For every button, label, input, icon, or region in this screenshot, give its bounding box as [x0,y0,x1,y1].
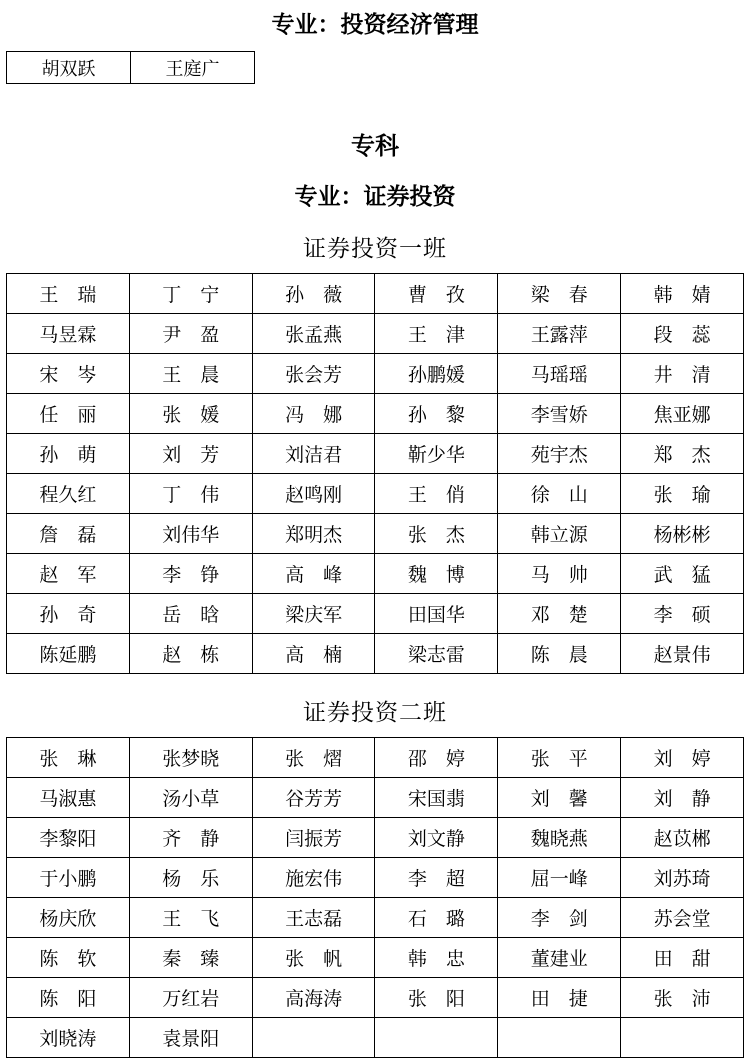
name-cell: 万红岩 [129,978,252,1018]
table-row [7,858,744,898]
table-row [7,634,744,674]
name-cell: 马瑶瑶 [498,354,621,394]
name-cell: 段 蕊 [621,314,744,354]
name-cell: 田 捷 [498,978,621,1018]
investment-economics-table [6,51,255,84]
name-cell: 孙 薇 [252,274,375,314]
table-row [7,474,744,514]
name-cell: 赵景伟 [621,634,744,674]
name-cell: 王庭广 [131,52,255,84]
name-cell: 马昱霖 [7,314,130,354]
name-cell: 刘晓涛 [7,1018,130,1058]
name-cell: 汤小草 [129,778,252,818]
name-cell: 孙鹏媛 [375,354,498,394]
name-cell: 邓 楚 [498,594,621,634]
table-row [7,314,744,354]
name-cell: 王志磊 [252,898,375,938]
table-row [7,738,744,778]
name-cell: 陈延鹏 [7,634,130,674]
name-cell: 梁 春 [498,274,621,314]
name-cell: 赵 军 [7,554,130,594]
name-cell: 王 瑞 [7,274,130,314]
name-cell: 李 铮 [129,554,252,594]
name-cell: 宋国翡 [375,778,498,818]
name-cell: 赵苡郴 [621,818,744,858]
name-cell: 李 超 [375,858,498,898]
name-cell: 齐 静 [129,818,252,858]
name-cell: 田 甜 [621,938,744,978]
name-cell: 焦亚娜 [621,394,744,434]
name-cell: 梁庆军 [252,594,375,634]
name-cell [252,1018,375,1058]
name-cell: 闫振芳 [252,818,375,858]
class-1-table [6,273,744,674]
name-cell: 魏 博 [375,554,498,594]
table-row [7,514,744,554]
name-cell: 李 硕 [621,594,744,634]
name-cell: 程久红 [7,474,130,514]
table-row [7,818,744,858]
name-cell: 张 琳 [7,738,130,778]
name-cell: 刘文静 [375,818,498,858]
name-cell [621,1018,744,1058]
table-row [7,434,744,474]
name-cell: 张梦晓 [129,738,252,778]
name-cell: 宋 岑 [7,354,130,394]
class-1-title: 证券投资一班 [303,236,447,262]
name-cell: 韩 婧 [621,274,744,314]
level-title: 专科 [351,132,399,160]
name-cell: 刘 馨 [498,778,621,818]
name-cell: 于小鹏 [7,858,130,898]
name-cell: 李黎阳 [7,818,130,858]
name-cell: 丁 宁 [129,274,252,314]
name-cell: 韩立源 [498,514,621,554]
name-cell: 苑宇杰 [498,434,621,474]
name-cell [498,1018,621,1058]
name-cell: 马淑惠 [7,778,130,818]
name-cell: 张 瑜 [621,474,744,514]
name-cell: 丁 伟 [129,474,252,514]
name-cell: 井 清 [621,354,744,394]
name-cell: 张 帆 [252,938,375,978]
name-cell: 徐 山 [498,474,621,514]
name-cell: 高 峰 [252,554,375,594]
name-cell: 刘 静 [621,778,744,818]
name-cell: 张 媛 [129,394,252,434]
name-cell: 张 杰 [375,514,498,554]
name-cell: 高海涛 [252,978,375,1018]
table-row [7,898,744,938]
name-cell: 陈 晨 [498,634,621,674]
name-cell: 屈一峰 [498,858,621,898]
name-cell: 岳 晗 [129,594,252,634]
name-cell: 李雪娇 [498,394,621,434]
table-row [7,554,744,594]
name-cell: 尹 盈 [129,314,252,354]
class-2-title: 证券投资二班 [303,700,447,726]
name-cell: 李 剑 [498,898,621,938]
table-row [7,594,744,634]
name-cell [375,1018,498,1058]
name-cell: 赵鸣刚 [252,474,375,514]
name-cell: 刘洁君 [252,434,375,474]
table-row [7,978,744,1018]
name-cell: 高 楠 [252,634,375,674]
name-cell: 施宏伟 [252,858,375,898]
name-cell: 梁志雷 [375,634,498,674]
name-cell: 张 沛 [621,978,744,1018]
name-cell: 郑 杰 [621,434,744,474]
name-cell: 刘苏琦 [621,858,744,898]
name-cell: 张 熠 [252,738,375,778]
name-cell: 刘 婷 [621,738,744,778]
name-cell: 冯 娜 [252,394,375,434]
name-cell: 胡双跃 [7,52,131,84]
table-row [7,778,744,818]
table-row [7,354,744,394]
name-cell: 韩 忠 [375,938,498,978]
name-cell: 任 丽 [7,394,130,434]
table-row [7,52,255,84]
name-cell: 邵 婷 [375,738,498,778]
major-title-investment-economics: 专业：投资经济管理 [271,12,479,38]
name-cell: 马 帅 [498,554,621,594]
name-cell: 靳少华 [375,434,498,474]
name-cell: 石 璐 [375,898,498,938]
table-row [7,394,744,434]
name-cell: 郑明杰 [252,514,375,554]
major-title-securities: 专业：证券投资 [294,184,456,210]
name-cell: 张会芳 [252,354,375,394]
name-cell: 陈 软 [7,938,130,978]
table-row [7,1018,744,1058]
name-cell: 董建业 [498,938,621,978]
name-cell: 曹 孜 [375,274,498,314]
name-cell: 王 津 [375,314,498,354]
table-row [7,274,744,314]
name-cell: 魏晓燕 [498,818,621,858]
name-cell: 王露萍 [498,314,621,354]
name-cell: 王 俏 [375,474,498,514]
table-row [7,938,744,978]
name-cell: 武 猛 [621,554,744,594]
name-cell: 张 阳 [375,978,498,1018]
name-cell: 王 飞 [129,898,252,938]
name-cell: 秦 臻 [129,938,252,978]
name-cell: 袁景阳 [129,1018,252,1058]
name-cell: 孙 奇 [7,594,130,634]
name-cell: 赵 栋 [129,634,252,674]
name-cell: 杨彬彬 [621,514,744,554]
name-cell: 王 晨 [129,354,252,394]
name-cell: 张 平 [498,738,621,778]
name-cell: 张孟燕 [252,314,375,354]
name-cell: 谷芳芳 [252,778,375,818]
name-cell: 刘 芳 [129,434,252,474]
name-cell: 陈 阳 [7,978,130,1018]
name-cell: 孙 萌 [7,434,130,474]
name-cell: 刘伟华 [129,514,252,554]
name-cell: 田国华 [375,594,498,634]
name-cell: 苏会堂 [621,898,744,938]
name-cell: 詹 磊 [7,514,130,554]
name-cell: 杨庆欣 [7,898,130,938]
class-2-table [6,737,744,1058]
name-cell: 杨 乐 [129,858,252,898]
name-cell: 孙 黎 [375,394,498,434]
